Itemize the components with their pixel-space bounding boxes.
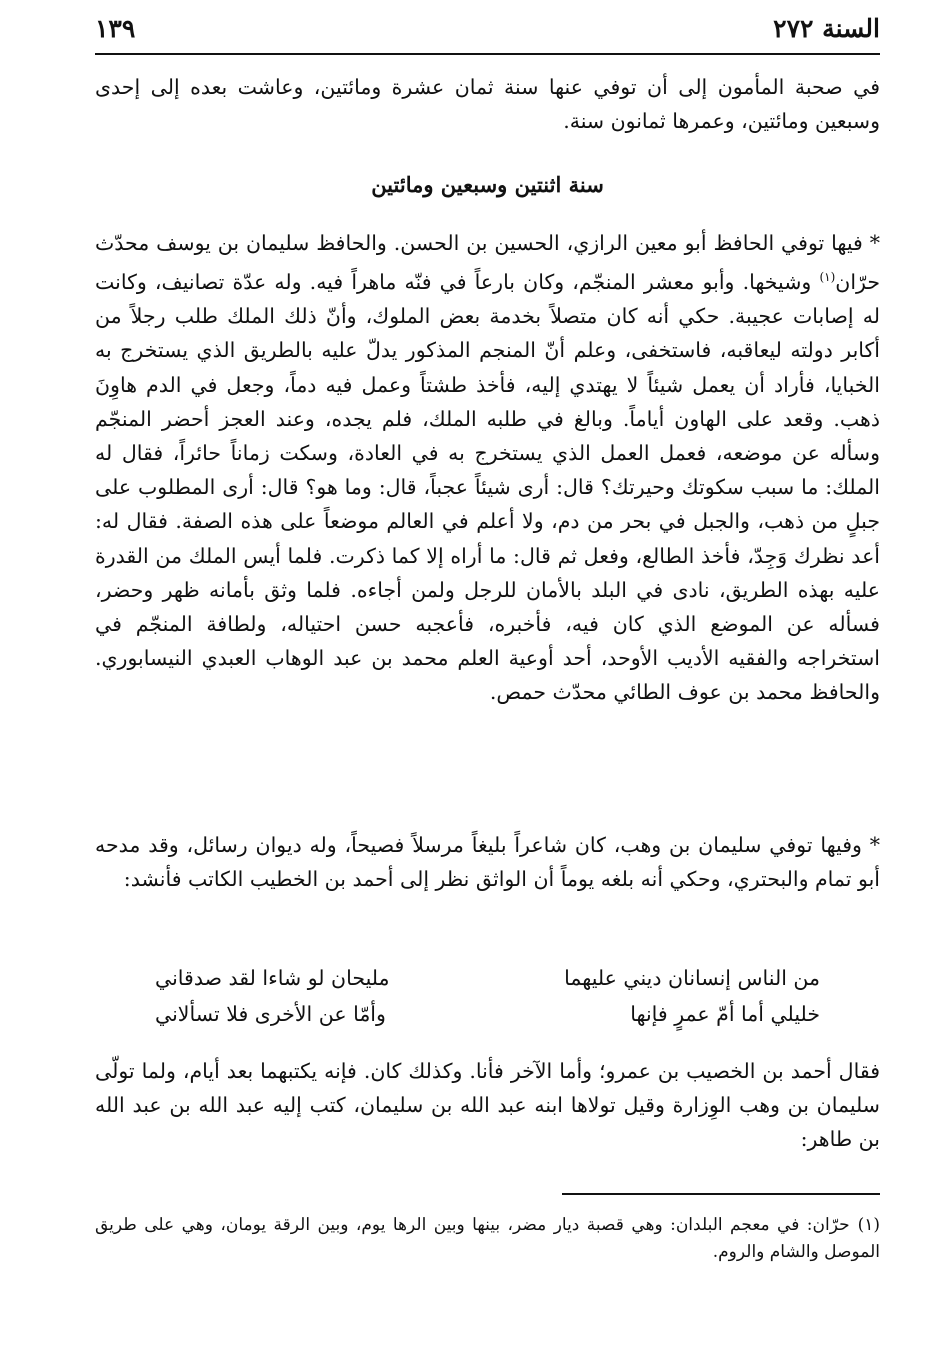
book-page: [95, 0, 880, 1364]
footnote-text: حرّان: في معجم البلدان: وهي قصبة ديار مضر، بينها وبين الرها يوم، وبين الرقة يومان، وهي على طريق الموصل والشام والروم.: [95, 1215, 880, 1262]
page-header: [95, 14, 880, 48]
hemistich: وأمّا عن الأخرى فلا تسألاني: [155, 1002, 386, 1026]
paragraph-4: فقال أحمد بن الخصيب بن عمرو؛ وأما الآخر فأنا. وكذلك كان. فإنه يكتبهما بعد أيام، ولما تولّى سليمان بن وهب الوِزارة وقيل تولاها ابنه عبد الله بن سليمان، كتب إليه عبد الله بن عبد الله بن طاهر:: [95, 1059, 880, 1151]
hemistich: من الناس إنسانان ديني عليهما: [564, 966, 820, 990]
paragraph-2: [95, 226, 880, 710]
hemistich: خليلي أما أمّ عمرٍ فإنها: [630, 1002, 820, 1026]
paragraph-1: في صحبة المأمون إلى أن توفي عنها سنة ثمان عشرة ومائتين، وعاشت بعده إلى إحدى وسبعين ومائتين، وعمرها ثمانون سنة.: [95, 75, 880, 133]
hemistich: مليحان لو شاءا لقد صدقاني: [155, 966, 390, 990]
poem-verse: [95, 960, 880, 996]
poem-verse: [95, 996, 880, 1032]
footnote-number: (١): [857, 1215, 880, 1235]
running-title: السنة ٢٧٢: [773, 14, 880, 43]
page-number: ١٣٩: [95, 14, 136, 43]
paragraph-3: * وفيها توفي سليمان بن وهب، كان شاعراً بليغاً مرسلاً فصيحاً، وله ديوان رسائل، وقد مدحه أبو تمام والبحتري، وحكي أنه بلغه يوماً أن الواثق نظر إلى أحمد بن الخطيب الكاتب فأنشد:: [95, 833, 880, 891]
poem: [95, 960, 880, 1032]
footnote: [95, 1212, 880, 1266]
footnote-reference[interactable]: (١): [819, 270, 836, 285]
footnote-rule: [562, 1193, 880, 1195]
section-heading: سنة اثنتين وسبعين ومائتين: [371, 172, 604, 197]
paragraph-2-rest: وشيخها. وأبو معشر المنجّم، وكان بارعاً في فنّه ماهراً فيه. وله عدّة تصانيف، وكانت له إصابات عجيبة. حكي أنه كان متصلاً بخدمة بعض الملوك، وأنّ ذلك الملك طلب رجلاً من أكابر دولته ليعاقبه، فاستخفى، وعلم أنّ المنجم المذكور يدلّ عليه بالطريق الذي يستخرج به الخبايا، فأراد أن يعمل شيئاً لا يهتدي إليه، فأخذ طشتاً وعمل فيه دماً، وجعل في الدم هاوِنَ ذهب. وقعد على الهاون أياماً. وبالغ في طلبه الملك، فلم يجده، وعند العجز أحضر المنجّم وسأله عن موضعه، فعمل العمل الذي يستخرج به في العادة، وسكت زماناً حائراً، فقال له الملك: ما سبب سكوتك وحيرتك؟ قال: أرى شيئاً عجباً، قال: وما هو؟ قال: أرى المطلوب على جبلٍ من ذهب، والجبل في بحر من دم، ولا أعلم في العالم موضعاً على هذه الصفة. فقال له: أعد نظرك وَجِدّ، فأخذ الطالع، وفعل ثم قال: ما أراه إلا كما ذكرت. فلما أيس الملك من القدرة عليه بهذه الطريق، نادى في البلد بالأمان للرجل ولمن أجاءه. فلما وثق بأمانه ظهر وحضر، فسأله عن الموضع الذي كان فيه، فأخبره، فأعجبه حسن احتياله، ولطافة المنجّم في استخراجه والفقيه الأديب الأوحد، أحد أوعية العلم محمد بن عبد الوهاب العبدي النيسابوري. والحافظ محمد بن عوف الطائي محدّث حمص.: [95, 270, 880, 705]
header-rule: [95, 53, 880, 55]
paragraph-2-start: * فيها توفي الحافظ أبو معين الرازي، الحسين بن الحسن. والحافظ سليمان بن يوسف محدّث حرّان: [95, 231, 880, 295]
